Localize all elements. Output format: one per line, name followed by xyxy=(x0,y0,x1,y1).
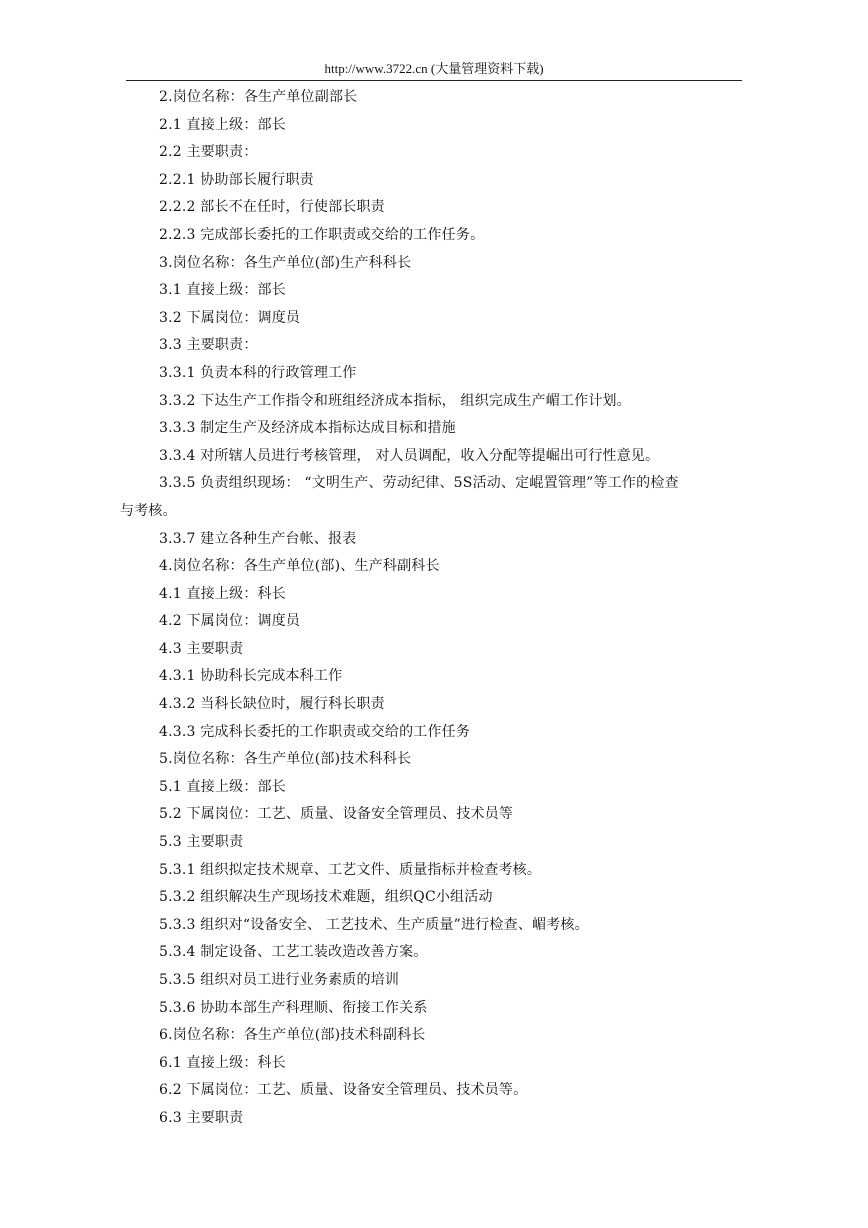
text-line: 2.2.3 完成部长委托的工作职责或交给的工作任务。 xyxy=(159,226,485,243)
text-line: 5.3.2 组织解决生产现场技术难题，组织QC小组活动 xyxy=(159,889,493,906)
text-line: 5.3 主要职责 xyxy=(159,834,244,851)
text-line: 5.3.6 协助本部生产科理顺、衔接工作关系 xyxy=(159,999,428,1016)
text-line-continuation: 与考核。 xyxy=(120,502,177,519)
text-line: 3.3.2 下达生产工作指令和班组经济成本指标， 组织完成生产嵋工作计划。 xyxy=(159,392,631,409)
text-line: 3.3.3 制定生产及经济成本指标达成目标和措施 xyxy=(159,420,456,437)
text-line: 2.1 直接上级：部长 xyxy=(159,116,286,133)
text-line: 3.岗位名称：各生产单位(部)生产科科长 xyxy=(159,254,412,271)
text-line: 5.岗位名称：各生产单位(部)技术科科长 xyxy=(159,751,412,768)
text-line: 3.2 下属岗位：调度员 xyxy=(159,309,301,326)
text-line: 4.3.2 当科长缺位时，履行科长职责 xyxy=(159,696,385,713)
text-line: 6.2 下属岗位：工艺、质量、设备安全管理员、技术员等。 xyxy=(159,1082,528,1099)
text-line: 6.岗位名称：各生产单位(部)技术科副科长 xyxy=(159,1027,426,1044)
document-body xyxy=(0,84,868,1133)
page-header xyxy=(126,58,742,81)
text-line: 6.3 主要职责 xyxy=(159,1109,244,1126)
text-line: 3.3 主要职责： xyxy=(159,337,258,354)
text-line: 4.3.3 完成科长委托的工作职责或交给的工作任务 xyxy=(159,723,471,740)
text-line: 4.岗位名称：各生产单位(部)、生产科副科长 xyxy=(159,558,440,575)
text-line: 6.1 直接上级：科长 xyxy=(159,1054,286,1071)
text-line: 3.3.1 负责本科的行政管理工作 xyxy=(159,364,357,381)
text-line: 5.3.4 制定设备、工艺工装改造改善方案。 xyxy=(159,944,428,961)
text-line: 4.3.1 协助科长完成本科工作 xyxy=(159,668,343,685)
text-line: 5.1 直接上级：部长 xyxy=(159,778,286,795)
text-line: 5.3.1 组织拟定技术规章、工艺文件、质量指标并检查考核。 xyxy=(159,861,542,878)
text-line: 2.2.1 协助部长履行职责 xyxy=(159,171,314,188)
header-text: http://www.3722.cn (大量管理资料下载) xyxy=(324,61,544,76)
text-line: 4.3 主要职责 xyxy=(159,640,244,657)
text-line: 2.2 主要职责： xyxy=(159,144,258,161)
text-line: 5.3.5 组织对员工进行业务素质的培训 xyxy=(159,972,400,988)
text-line: 3.1 直接上级：部长 xyxy=(159,282,286,299)
text-line: 5.2 下属岗位：工艺、质量、设备安全管理员、技术员等 xyxy=(159,806,514,823)
text-line: 3.3.4 对所辖人员进行考核管理， 对人员调配，收入分配等提崛出可行性意见。 xyxy=(159,447,660,464)
text-line: 2.2.2 部长不在任时，行使部长职责 xyxy=(159,199,385,216)
text-line: 2.岗位名称：各生产单位副部长 xyxy=(159,89,358,105)
text-line: 4.2 下属岗位：调度员 xyxy=(159,613,301,630)
text-line: 5.3.3 组织对“设备安全、 工艺技术、生产质量”进行检查、嵋考核。 xyxy=(159,916,589,933)
text-line: 3.3.7 建立各种生产台帐、报表 xyxy=(159,530,357,547)
text-line: 4.1 直接上级：科长 xyxy=(159,585,286,602)
text-line: 3.3.5 负责组织现场： “文明生产、劳动纪律、5S活动、定崐置管理”等工作的检查 xyxy=(159,475,679,492)
